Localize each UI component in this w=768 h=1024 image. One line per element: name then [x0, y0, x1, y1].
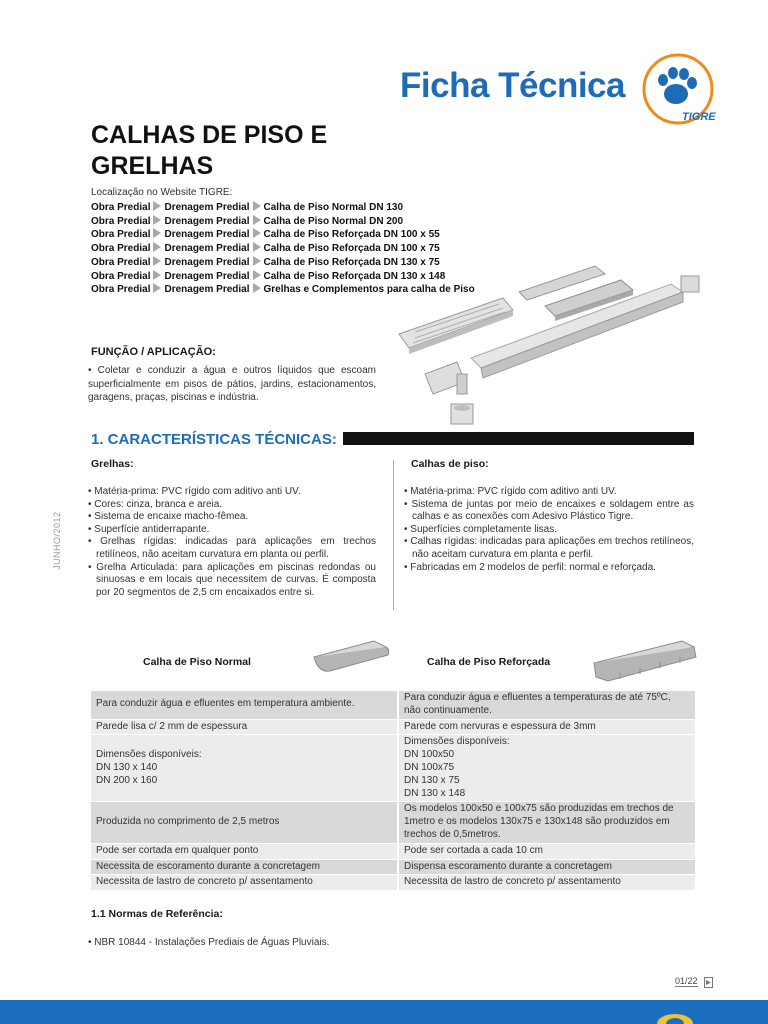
breadcrumb-item: Calha de Piso Reforçada DN 100 x 75: [263, 243, 440, 255]
side-date: JUNHO/2012: [52, 511, 62, 570]
list-item: • Matéria-prima: PVC rígido com aditivo anti UV.: [88, 486, 301, 497]
column-divider: [393, 460, 394, 610]
function-title: FUNÇÃO / APLICAÇÃO:: [91, 346, 216, 358]
table-row: [91, 802, 695, 843]
list-item: • Matéria-prima: PVC rígido com aditivo anti UV.: [404, 486, 617, 497]
breadcrumb-item: Obra Predial: [91, 215, 151, 227]
breadcrumb-arrow-icon: [153, 215, 161, 225]
breadcrumb-item: Calha de Piso Reforçada DN 100 x 55: [263, 229, 440, 241]
table-cell-right: Para conduzir água e efluentes a temperaturas de até 75ºC, não continuamente.: [398, 691, 695, 719]
list-item: • Grelha Articulada: para aplicações em piscinas redondas ou sinuosas e em locais que necessitem de curvas. É composta por 20 segmentos de 2,5 cm encaixados entre si.: [88, 561, 376, 598]
reforcada-title: Calha de Piso Reforçada: [427, 656, 551, 668]
breadcrumb-item: Drenagem Predial: [164, 215, 250, 227]
function-text: • Coletar e conduzir a água e outros líquidos que escoam superficialmente em pisos de pátios, jardins, estacionamentos, garagens, praças, piscinas e indústria.: [88, 365, 376, 403]
breadcrumb-item: Drenagem Predial: [164, 270, 250, 282]
page-corner-icon: [704, 977, 714, 989]
list-item: • Superfície antiderrapante.: [88, 523, 210, 535]
list-item: • Grelhas rígidas: indicadas para aplicações em trechos retilíneos, não aceitam curvatura em planta ou perfil.: [88, 536, 376, 560]
brand-title: Ficha Técnica: [400, 66, 625, 105]
location-row: [91, 228, 475, 242]
breadcrumb-arrow-icon: [153, 228, 161, 238]
normal-channel-image: [310, 637, 390, 677]
table-cell-right: Necessita de lastro de concreto p/ assentamento: [398, 875, 695, 891]
table-cell-left: Para conduzir água e efluentes em temperatura ambiente.: [91, 691, 398, 719]
breadcrumb-item: Drenagem Predial: [164, 229, 250, 241]
breadcrumb-item: Calha de Piso Reforçada DN 130 x 75: [263, 256, 440, 268]
table-row: [91, 691, 695, 719]
breadcrumb-arrow-icon: [253, 256, 261, 266]
breadcrumb-arrow-icon: [253, 215, 261, 225]
table-cell-left: Parede lisa c/ 2 mm de espessura: [91, 719, 398, 735]
table-cell-left: Produzida no comprimento de 2,5 metros: [91, 802, 398, 843]
breadcrumb-item: Calha de Piso Normal DN 200: [263, 215, 404, 227]
breadcrumb-item: Obra Predial: [91, 243, 151, 255]
table-cell-right: Os modelos 100x50 e 100x75 são produzidas em trechos de 1metro e os modelos 130x75 e 130x148 são produzidos em trechos de 0,5metros.: [398, 802, 695, 843]
list-item: • Calhas rígidas: indicadas para aplicações em trechos retilíneos, não aceitam curvatura em planta e perfil.: [404, 536, 694, 560]
comparison-table: [91, 691, 695, 891]
breadcrumb-item: Obra Predial: [91, 270, 151, 282]
breadcrumb-item: Obra Predial: [91, 202, 151, 213]
breadcrumb-arrow-icon: [253, 270, 261, 280]
footer-logo-icon: [650, 1010, 700, 1024]
breadcrumb-arrow-icon: [153, 256, 161, 266]
list-item: • Fabricadas em 2 modelos de perfil: normal e reforçada.: [404, 561, 656, 573]
list-item: • Sistema de juntas por meio de encaixes e soldagem entre as calhas e as conexões com Adesivo Plástico Tigre.: [404, 498, 694, 523]
grelhas-title: Grelhas:: [91, 458, 134, 470]
list-item: • Cores: cinza, branca e areia.: [88, 498, 223, 510]
location-label: Localização no Website TIGRE:: [91, 187, 233, 198]
calhas-title: Calhas de piso:: [411, 458, 489, 470]
page-number: 01/22: [675, 976, 698, 986]
breadcrumb-arrow-icon: [253, 283, 261, 293]
breadcrumb-item: Calha de Piso Normal DN 130: [263, 202, 404, 213]
breadcrumb-item: Obra Predial: [91, 284, 151, 296]
calhas-list: [404, 486, 694, 574]
table-cell-right: Dispensa escoramento durante a concretagem: [398, 859, 695, 875]
table-row: [91, 859, 695, 875]
breadcrumb-item: Obra Predial: [91, 256, 151, 268]
breadcrumb-arrow-icon: [153, 201, 161, 211]
breadcrumb-arrow-icon: [253, 201, 261, 211]
table-cell-left: Dimensões disponíveis: DN 130 x 140 DN 200 x 160: [91, 735, 398, 802]
breadcrumb-arrow-icon: [153, 242, 161, 252]
tigre-logo: [632, 52, 716, 126]
breadcrumb-item: Obra Predial: [91, 229, 151, 241]
product-illustration: [395, 262, 715, 432]
document-title: [91, 120, 327, 182]
location-row: [91, 242, 475, 256]
section-title: 1. CARACTERÍSTICAS TÉCNICAS:: [91, 431, 337, 448]
reforcada-channel-image: [590, 637, 698, 685]
table-cell-right: Parede com nervuras e espessura de 3mm: [398, 719, 695, 735]
table-cell-right: Dimensões disponíveis: DN 100x50 DN 100x75 DN 130 x 75 DN 130 x 148: [398, 735, 695, 802]
location-row: [91, 215, 475, 229]
table-row: [91, 735, 695, 802]
table-row: [91, 843, 695, 859]
breadcrumb-arrow-icon: [253, 228, 261, 238]
table-cell-left: Pode ser cortada em qualquer ponto: [91, 843, 398, 859]
logo-text: TIGRE: [682, 111, 716, 123]
list-item: • Superfícies completamente lisas.: [404, 523, 558, 535]
table-cell-right: Pode ser cortada a cada 10 cm: [398, 843, 695, 859]
breadcrumb-arrow-icon: [253, 242, 261, 252]
norms-title: 1.1 Normas de Referência:: [91, 908, 223, 920]
norms-item: • NBR 10844 - Instalações Prediais de Águas Pluviais.: [88, 937, 330, 948]
breadcrumb-item: Calha de Piso Reforçada DN 130 x 148: [263, 270, 446, 282]
table-row: [91, 875, 695, 891]
breadcrumb-item: Drenagem Predial: [164, 256, 250, 268]
breadcrumb-item: Drenagem Predial: [164, 243, 250, 255]
list-item: • Sistema de encaixe macho-fêmea.: [88, 511, 249, 523]
breadcrumb-item: Drenagem Predial: [164, 202, 250, 213]
table-row: [91, 719, 695, 735]
location-row: [91, 201, 475, 215]
breadcrumb-item: Grelhas e Complementos para calha de Piso: [263, 284, 475, 296]
grelhas-list: [88, 486, 376, 599]
breadcrumb-arrow-icon: [153, 270, 161, 280]
breadcrumb-arrow-icon: [153, 283, 161, 293]
normal-title: Calha de Piso Normal: [143, 656, 251, 668]
table-cell-left: Necessita de lastro de concreto p/ assentamento: [91, 875, 398, 891]
section-bar: [343, 432, 694, 445]
title-line-2: GRELHAS: [91, 152, 214, 180]
breadcrumb-item: Drenagem Predial: [164, 284, 250, 296]
title-line-1: CALHAS DE PISO E: [91, 121, 328, 149]
table-cell-left: Necessita de escoramento durante a concretagem: [91, 859, 398, 875]
